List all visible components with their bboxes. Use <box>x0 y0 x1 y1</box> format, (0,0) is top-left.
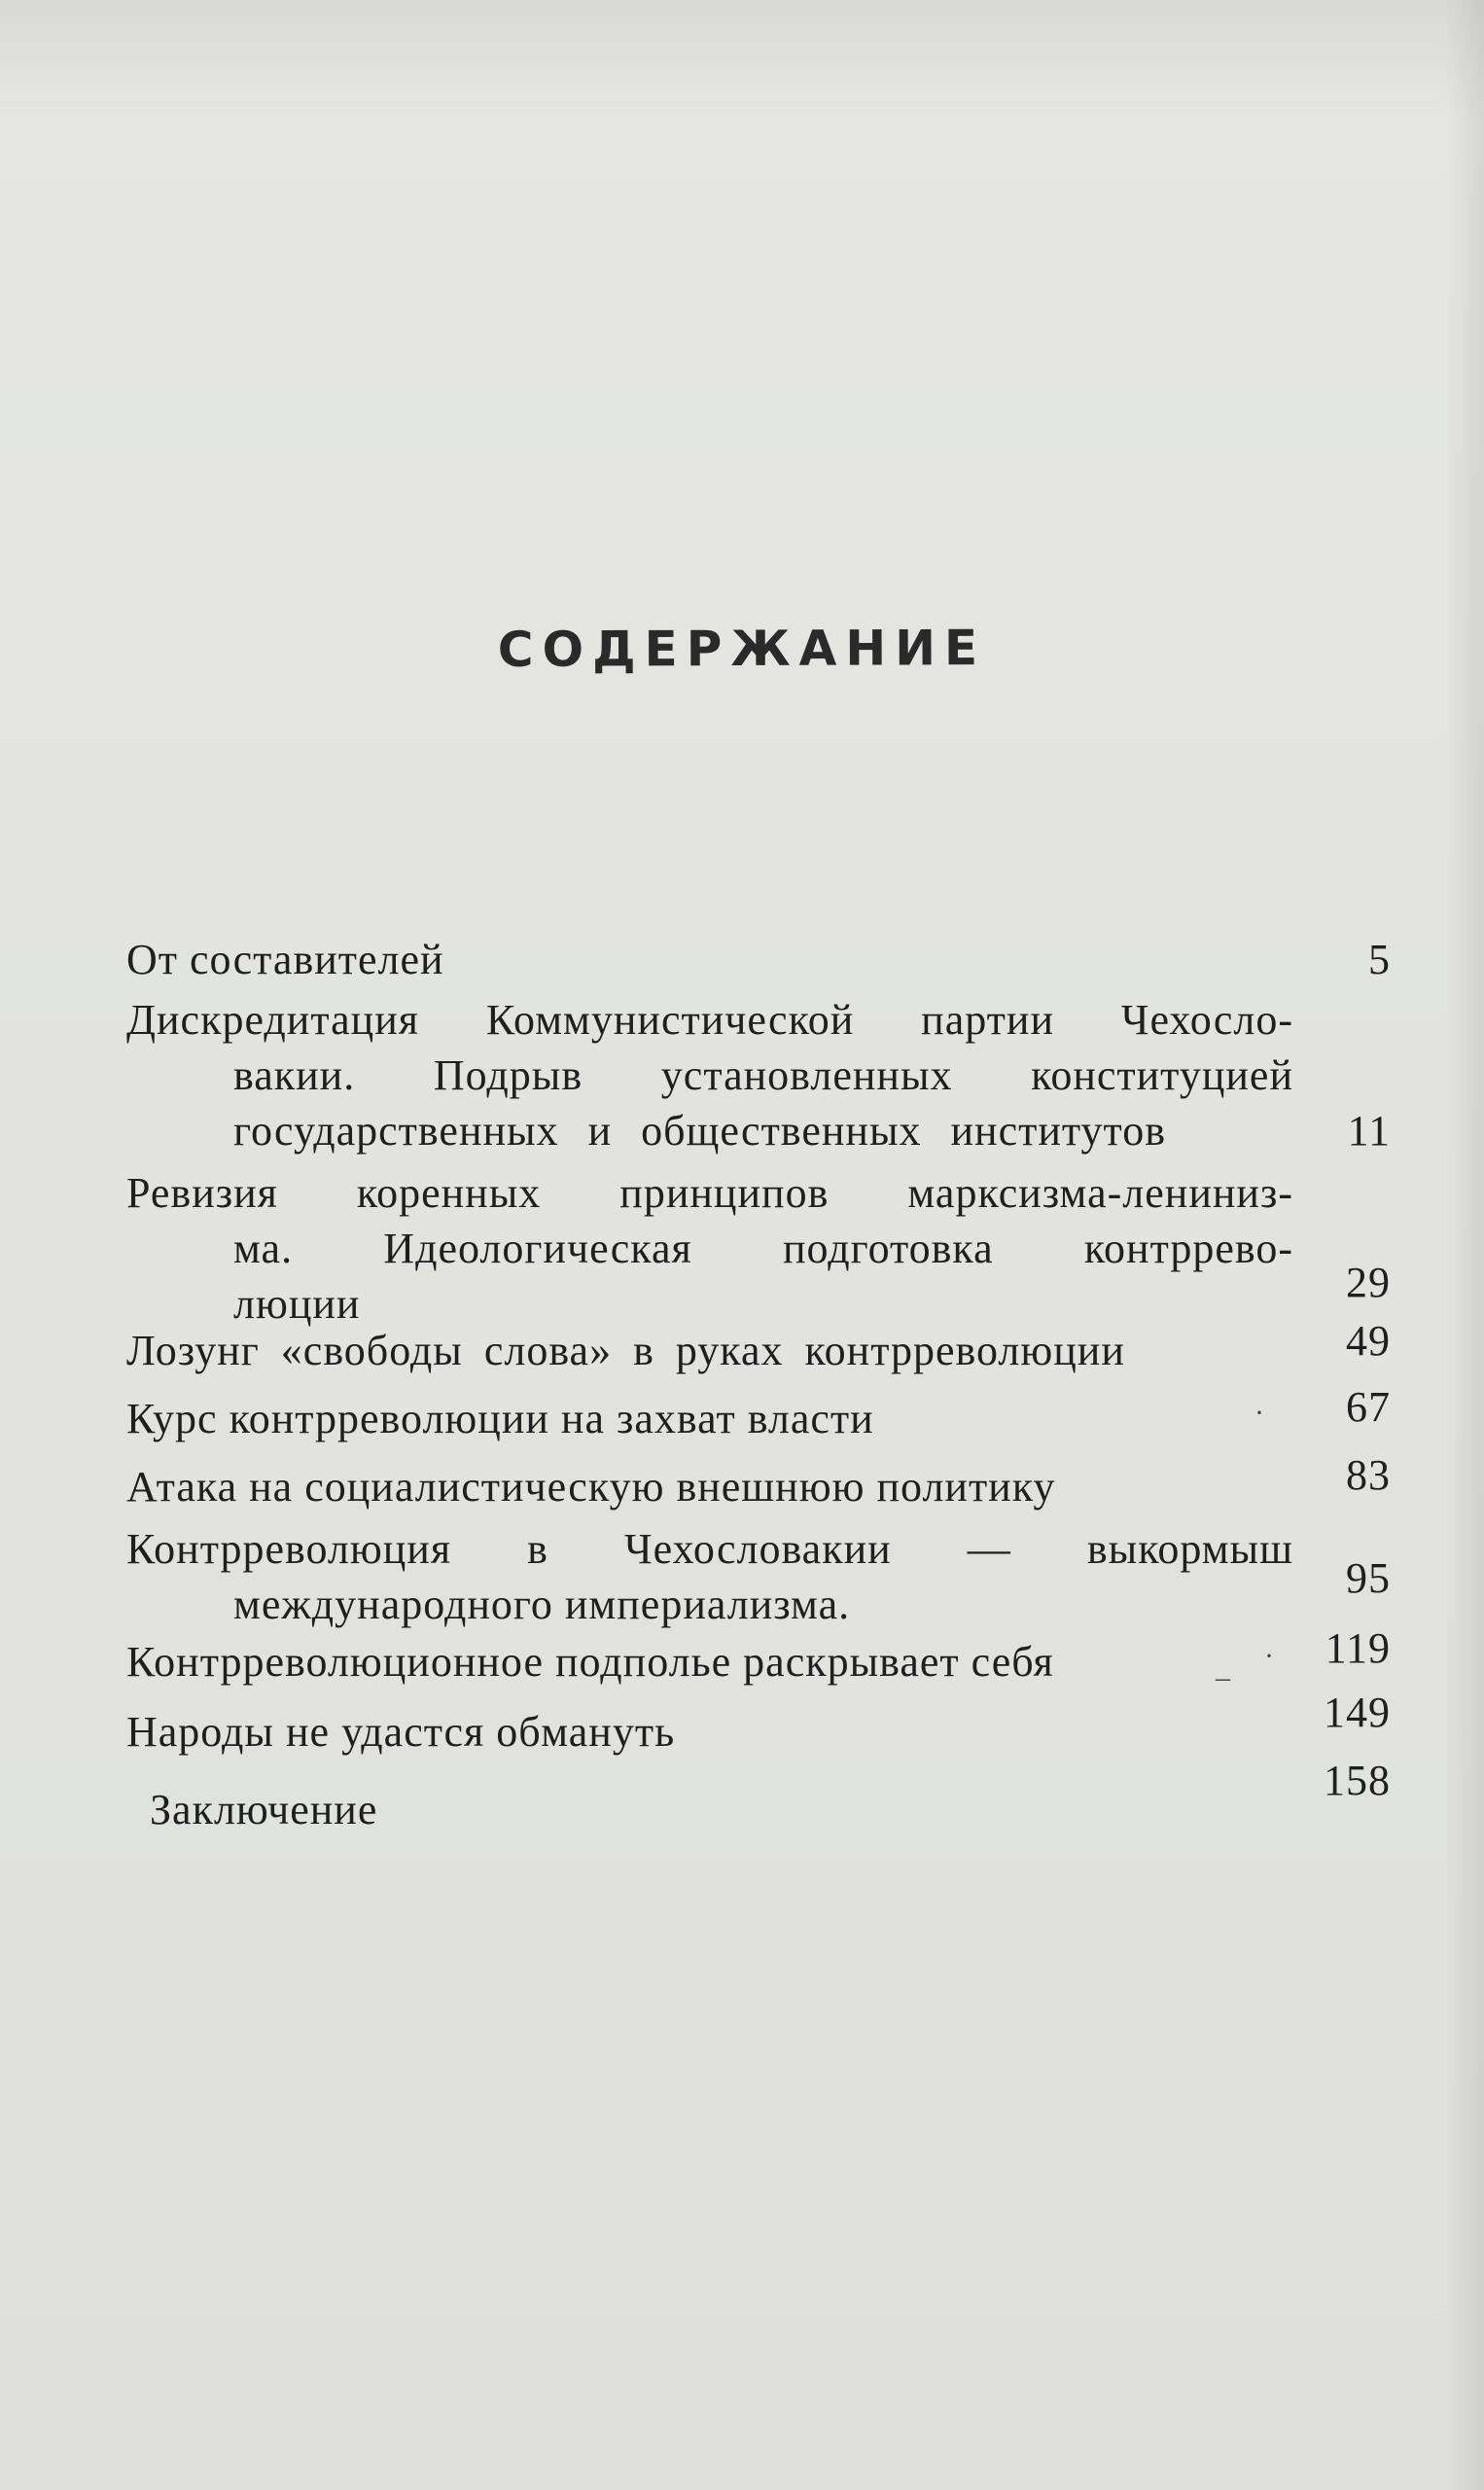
toc-page-number: 158 <box>1324 1757 1391 1804</box>
toc-entry-line: люции <box>233 1280 361 1328</box>
page-edge-shadow <box>1445 0 1484 2490</box>
toc-entry-line: Контрреволюция в Чехословакии — выкормыш <box>126 1525 1293 1573</box>
toc-entry <box>126 932 1391 987</box>
toc-page-number: 5 <box>1368 936 1391 983</box>
toc-entry-line: Заключение <box>150 1786 378 1833</box>
toc-entry-line: Контрреволюционное подполье раскрывает себя <box>126 1638 1054 1686</box>
toc-entry <box>126 1317 1391 1378</box>
toc-entry-line: международного империализма. <box>233 1581 851 1628</box>
toc-entry <box>126 1451 1391 1514</box>
toc-entry-line: ма. Идеологическая подготовка контррево- <box>233 1225 1293 1272</box>
toc-entry <box>126 1689 1391 1760</box>
toc-entry-line: От составителей <box>126 936 444 983</box>
toc-entry-line: Курс контрреволюции на захват власти <box>126 1395 874 1442</box>
toc-entry <box>126 1624 1391 1690</box>
leader-dot: · <box>1254 1397 1265 1429</box>
toc-entry-line: Атака на социалистическую внешнюю политику <box>126 1463 1056 1511</box>
leader-dot: _ <box>1216 1652 1231 1684</box>
toc-entry-line: Народы не удастся обмануть <box>126 1708 676 1756</box>
toc-entry-line: Дискредитация Коммунистической партии Чехосло- <box>126 996 1293 1044</box>
toc-page-number: 149 <box>1324 1689 1391 1736</box>
toc-entry <box>126 1165 1391 1332</box>
toc-entry <box>126 1521 1391 1632</box>
toc-page-number: 29 <box>1346 1259 1391 1306</box>
page-shadow <box>0 0 1484 117</box>
toc-page-number: 119 <box>1325 1624 1391 1672</box>
toc-page-number: 49 <box>1346 1317 1391 1365</box>
toc-entry-line: Лозунг «свободы слова» в руках контрреволюции <box>126 1327 1125 1374</box>
leader-dot: · <box>1264 1640 1275 1672</box>
toc-page-number: 83 <box>1346 1451 1391 1499</box>
toc-entry-line: вакии. Подрыв установленных конституцией <box>233 1051 1293 1099</box>
toc-page-number: 11 <box>1347 1107 1391 1155</box>
page-title: СОДЕРЖАНИЕ <box>497 620 987 678</box>
toc-entry <box>126 1383 1391 1446</box>
toc-entry <box>126 1757 1391 1837</box>
toc-entry-line: Ревизия коренных принципов марксизма-лениниз- <box>126 1169 1293 1217</box>
toc-page-number: 67 <box>1346 1383 1391 1431</box>
toc-entry-line: государственных и общественных институтов <box>233 1107 1166 1155</box>
toc-page-number: 95 <box>1346 1554 1391 1602</box>
toc-entry <box>126 992 1391 1158</box>
